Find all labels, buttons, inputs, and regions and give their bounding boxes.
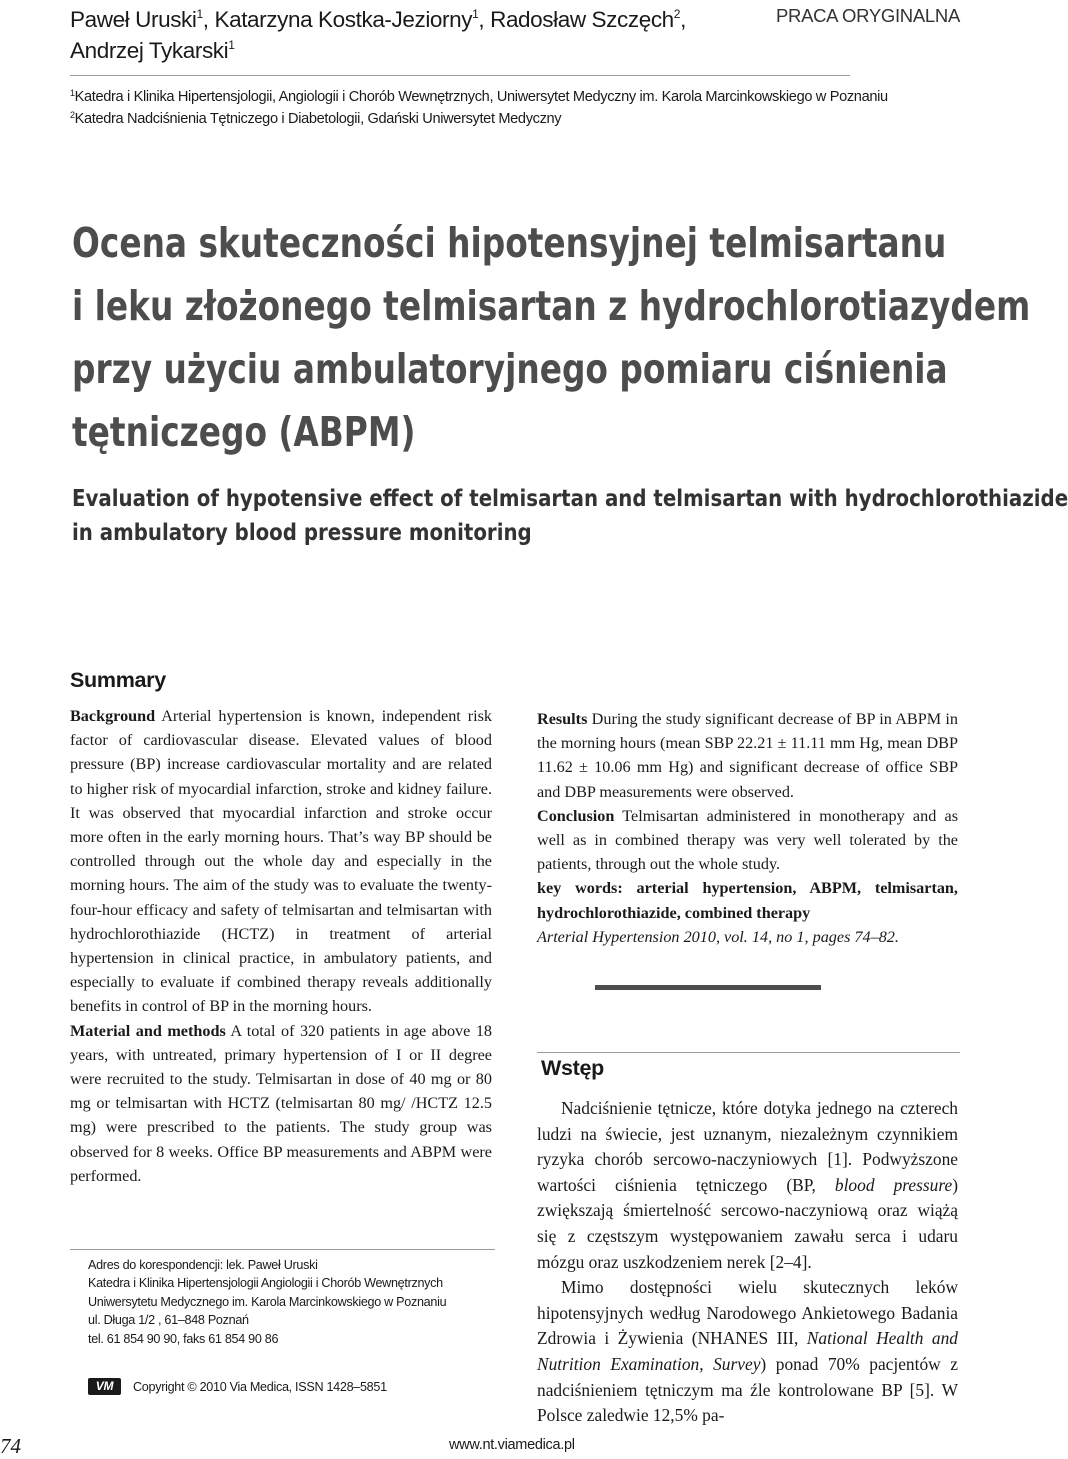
article-title-english — [72, 482, 1068, 550]
affiliation-marker: 1 — [472, 7, 479, 21]
via-medica-logo: VM — [88, 1378, 121, 1395]
address-line: tel. 61 854 90 90, faks 61 854 90 86 — [88, 1331, 279, 1346]
affiliation-marker: 1 — [196, 7, 203, 21]
keywords-label: key words: — [537, 879, 623, 898]
header-divider — [70, 75, 850, 76]
address-line: Katedra i Klinika Hipertensjologii Angiologii i Chorób Wewnętrznych — [88, 1276, 443, 1291]
affiliation-line: $^2$Katedra Nadciśnienia Tętniczego i Diabetologii, Gdański Uniwersytet Medyczny — [70, 110, 562, 127]
section-heading-introduction: Wstęp — [541, 1056, 605, 1080]
section-divider-bar — [595, 985, 821, 990]
summary-right-column — [537, 707, 958, 949]
paragraph-label: Background — [70, 707, 156, 725]
keywords-list: arterial hypertension, ABPM, telmisartan, hydrochlorothiazide, combined therapy — [537, 879, 958, 922]
author-name: Radosław Szczęch — [490, 7, 674, 32]
section-rule — [537, 1052, 960, 1053]
affiliation-marker: 2 — [673, 7, 681, 21]
article-title-polish — [72, 212, 1031, 464]
page-number: 74 — [0, 1434, 21, 1458]
citation: Arterial Hypertension 2010, vol. 14, no 1, pages 74–82. — [537, 927, 899, 946]
summary-background: Background Arterial hypertension is known, independent risk factor of cardiovascular disease. Elevated values of blood pressure (BP) increase cardiovascular mortality and are related to higher risk of myocardial infarction, stroke and kidney failure. It was observed that myocardial infarction and stroke occur more often in the early morning hours. That’s way BP should be controlled through out the whole day and especially in the morning hours. The aim of the study was to evaluate the twenty-four-hour efficacy and safety of telmisartan and telmisartan with hydrochlorothiazide (HCTZ) in treatment of arterial hypertension in clinical practice, in ambulatory patients, and especially to evaluate if combined therapy reveals additionally benefits in control of BP in the morning hours. — [70, 707, 492, 1016]
title-line: Evaluation of hypotensive effect of telmisartan and telmisartan with hydrochlorothiazide — [72, 486, 1068, 512]
author-name: Andrzej Tykarski — [70, 38, 229, 63]
author-name: Katarzyna Kostka-Jeziorny — [214, 7, 473, 32]
summary-left-column — [70, 704, 492, 1188]
copyright-row — [88, 1378, 387, 1395]
affiliations — [70, 86, 950, 130]
title-line: Ocena skuteczności hipotensyjnej telmisartanu — [72, 219, 947, 267]
title-line: tętniczego (ABPM) — [72, 408, 416, 456]
author-list: Paweł Uruski$^1$, Katarzyna Kostka-Jeziorny$^1$, Radosław Szczęch$^2$, Andrzej Tykarski$^1$ — [70, 7, 686, 63]
affiliation-line: $^1$Katedra i Klinika Hipertensjologii, Angiologii i Chorób Wewnętrznych, Uniwersytet Medyczny im. Karola Marcinkowskiego w Poznaniu — [70, 88, 888, 105]
address-line: Uniwersytetu Medycznego im. Karola Marcinkowskiego w Poznaniu — [88, 1294, 447, 1309]
copyright-text: Copyright © 2010 Via Medica, ISSN 1428–5851 — [133, 1379, 387, 1394]
intro-paragraph: Nadciśnienie tętnicze, które dotyka jednego na czterech ludzi na świecie, jest uznanym, niezależnym czynnikiem ryzyka chorób sercowo-naczyniowych [1]. Podwyższone wartości ciśnienia tętniczego (BP, blood pressure) zwiększają śmiertelność sercowo-naczyniową oraz wiążą się z częstszym występowaniem zawału serca i udaru mózgu oraz uszkodzeniem nerek [2–4]. — [537, 1098, 958, 1272]
summary-methods: Material and methods A total of 320 patients in age above 18 years, with untreated, primary hypertension of I or II degree were recruited to the study. Telmisartan in dose of 40 mg or 80 mg or telmisartan with HCTZ (telmisartan 80 mg/ /HCTZ 12.5 mg) were prescribed to the patients. The study group was observed for 8 weeks. Office BP measurements and ABPM were performed. — [70, 1021, 493, 1185]
correspondence-rule — [70, 1249, 495, 1250]
summary-keywords — [537, 876, 958, 924]
summary-heading: Summary — [70, 668, 166, 692]
title-line: i leku złożonego telmisartan z hydrochlorotiazydem — [72, 282, 1031, 330]
affiliation-marker: 1 — [228, 38, 235, 52]
paragraph-label: Results — [537, 710, 588, 728]
paragraph-label: Material and methods — [70, 1021, 226, 1040]
author-name: Paweł Uruski — [70, 7, 197, 32]
correspondence-address — [88, 1256, 498, 1348]
journal-url[interactable]: www.nt.viamedica.pl — [449, 1437, 575, 1453]
summary-results: Results During the study significant decrease of BP in ABPM in the morning hours (mean SBP 22.21 ± 11.11 mm Hg, mean DBP 11.62 ± 10.06 mm Hg) and significant decrease of office SBP and DBP measurements were observed. — [537, 710, 958, 801]
address-line: Adres do korespondencji: lek. Paweł Uruski — [88, 1258, 318, 1272]
address-line: ul. Długa 1/2 , 61–848 Poznań — [88, 1313, 249, 1328]
introduction-body — [537, 1096, 958, 1429]
summary-conclusion: Conclusion Telmisartan administered in monotherapy and as well as in combined therapy was very well tolerated by the patients, through out the whole study. — [537, 806, 958, 874]
title-line: in ambulatory blood pressure monitoring — [72, 520, 532, 546]
intro-paragraph: Mimo dostępności wielu skutecznych leków hipotensyjnych według Narodowego Ankietowego Badania Zdrowia i Żywienia (NHANES III, National Health and Nutrition Examination, Survey) ponad 70% pacjentów z nadciśnieniem tętniczym ma źle kontrolowane BP [5]. W Polsce zaledwie 12,5% pa- — [537, 1277, 958, 1426]
article-type-label: PRACA ORYGINALNA — [775, 5, 960, 26]
paragraph-label: Conclusion — [537, 806, 615, 825]
title-line: przy użyciu ambulatoryjnego pomiaru ciśnienia — [72, 345, 948, 393]
